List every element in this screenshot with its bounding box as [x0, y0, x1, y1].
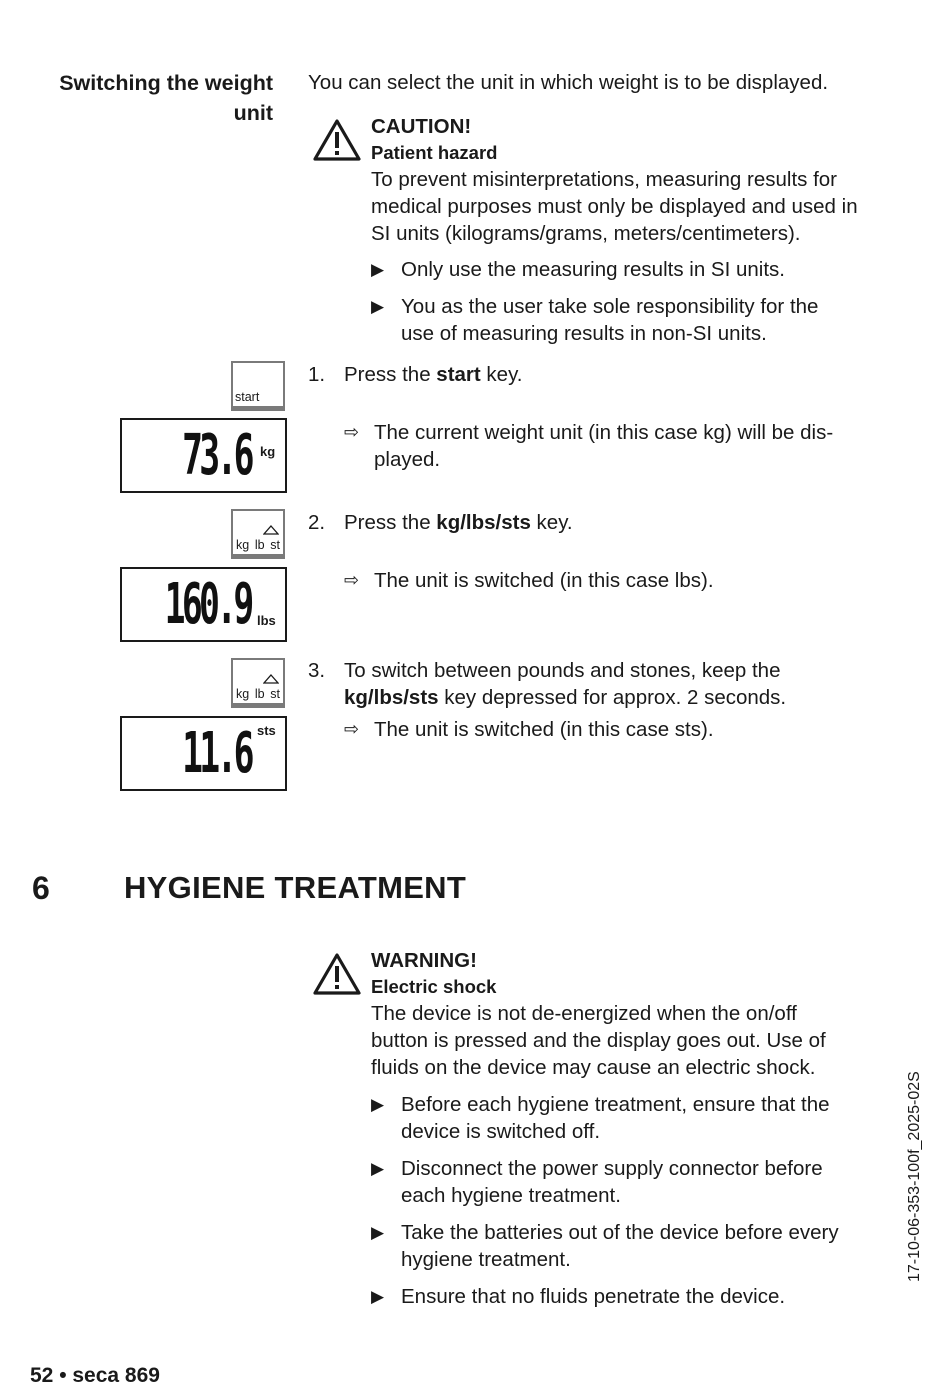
- caution-bullet-text: Only use the measuring results in SI units.: [401, 258, 785, 281]
- caution-bullet-text: You as the user take sole responsibility for the use of measuring results in non-SI units.: [401, 295, 819, 345]
- document-id: 17-10-06-353-100f_2025-02S: [906, 1071, 923, 1282]
- lcd-display: [120, 567, 287, 642]
- start-key-illustration: [231, 361, 285, 411]
- warning-text: The device is not de-energized when the on/off button is pressed and the display goes out. Use of fluids on the device may cause an electric shock.: [371, 1002, 826, 1079]
- step-text: [344, 509, 573, 536]
- result-arrow-icon: ⇨: [344, 719, 360, 739]
- caution-text: To prevent misinterpretations, measuring results for medical purposes must only be displayed and used in SI units (kilograms/grams, meters/centimeters).: [371, 168, 858, 245]
- warning-triangle-icon: [312, 118, 362, 162]
- result-text: The current weight unit (in this case kg) will be dis-played.: [374, 421, 834, 471]
- lcd-unit: lbs: [257, 613, 276, 628]
- unit-key-label: lb: [254, 538, 265, 552]
- step-text: [344, 657, 844, 711]
- caution-bullet: [371, 256, 871, 283]
- bullet-arrow-icon: ▶: [371, 1223, 385, 1242]
- step-text-line1: To switch between pounds and stones, keep the: [344, 659, 781, 682]
- bullet-arrow-icon: ▶: [371, 1095, 385, 1114]
- step-number: 3.: [308, 659, 326, 682]
- step-key-name: kg/lbs/sts: [344, 686, 439, 709]
- caution-title: CAUTION!: [371, 115, 472, 138]
- step-key-name: kg/lbs/sts: [436, 511, 531, 534]
- step-number: 1.: [308, 363, 326, 386]
- caution-subtitle: Patient hazard: [371, 142, 498, 163]
- result-text: The unit is switched (in this case sts).: [374, 718, 714, 741]
- caution-bullet: [371, 293, 871, 347]
- bullet-arrow-icon: ▶: [371, 1159, 385, 1178]
- lcd-unit: sts: [257, 723, 276, 738]
- step-1: [308, 361, 868, 388]
- unit-key-label: st: [270, 538, 280, 552]
- unit-key-label: kg: [236, 538, 250, 552]
- step-text-post: key.: [530, 511, 573, 534]
- step-text-post: key.: [480, 363, 523, 386]
- bullet-arrow-icon: ▶: [371, 1287, 385, 1306]
- unit-key-labels: [236, 538, 280, 552]
- unit-key-illustration: [231, 509, 285, 559]
- warning-bullet-text: Ensure that no fluids penetrate the device.: [401, 1285, 786, 1308]
- warning-bullet: [371, 1155, 871, 1209]
- step-3-result: [344, 716, 864, 743]
- lcd-value: 11.6: [182, 721, 251, 786]
- unit-key-labels: [236, 687, 280, 701]
- step-3: [308, 657, 868, 711]
- unit-key-illustration: [231, 658, 285, 708]
- step-2-result: [344, 567, 864, 594]
- unit-key-label: lb: [254, 687, 265, 701]
- lcd-display: [120, 716, 287, 791]
- step-text: [344, 361, 523, 388]
- warning-bullet-text: Disconnect the power supply connector before each hygiene treatment.: [401, 1157, 823, 1207]
- warning-bullet-text: Before each hygiene treatment, ensure that the device is switched off.: [401, 1093, 830, 1143]
- warning-bullet: [371, 1283, 871, 1310]
- caution-block: [371, 114, 871, 347]
- step-1-result: [344, 419, 864, 473]
- bullet-arrow-icon: ▶: [371, 297, 385, 316]
- warning-block: [371, 948, 871, 1310]
- intro-text: You can select the unit in which weight is to be displayed.: [308, 71, 829, 94]
- page-footer: 52 • seca 869: [30, 1364, 160, 1387]
- warning-subtitle: Electric shock: [371, 976, 497, 997]
- warning-bullet: [371, 1091, 871, 1145]
- bullet-arrow-icon: ▶: [371, 260, 385, 279]
- section-number: 6: [32, 870, 50, 906]
- start-key-label: start: [235, 390, 260, 404]
- lcd-display: [120, 418, 287, 493]
- step-text-pre: Press the: [344, 363, 437, 386]
- step-key-name: start: [436, 363, 481, 386]
- section-title: HYGIENE TREATMENT: [124, 870, 467, 905]
- warning-bullet: [371, 1219, 871, 1273]
- warning-triangle-icon: [312, 952, 362, 996]
- warning-title: WARNING!: [371, 949, 477, 972]
- result-text: The unit is switched (in this case lbs).: [374, 569, 714, 592]
- result-arrow-icon: ⇨: [344, 570, 360, 590]
- step-number: 2.: [308, 511, 326, 534]
- step-text-post: key depressed for approx. 2 seconds.: [438, 686, 787, 709]
- step-2: [308, 509, 868, 536]
- unit-key-label: st: [270, 687, 280, 701]
- step-text-pre: Press the: [344, 511, 437, 534]
- result-arrow-icon: ⇨: [344, 422, 360, 442]
- side-heading: Switching the weight unit: [59, 71, 273, 125]
- lcd-unit: kg: [260, 444, 276, 459]
- up-triangle-icon: [263, 674, 279, 684]
- unit-key-label: kg: [236, 687, 250, 701]
- up-triangle-icon: [263, 525, 279, 535]
- warning-bullet-text: Take the batteries out of the device before every hygiene treatment.: [401, 1221, 839, 1271]
- lcd-value: 73.6: [182, 423, 251, 488]
- lcd-value: 160.9: [165, 572, 251, 637]
